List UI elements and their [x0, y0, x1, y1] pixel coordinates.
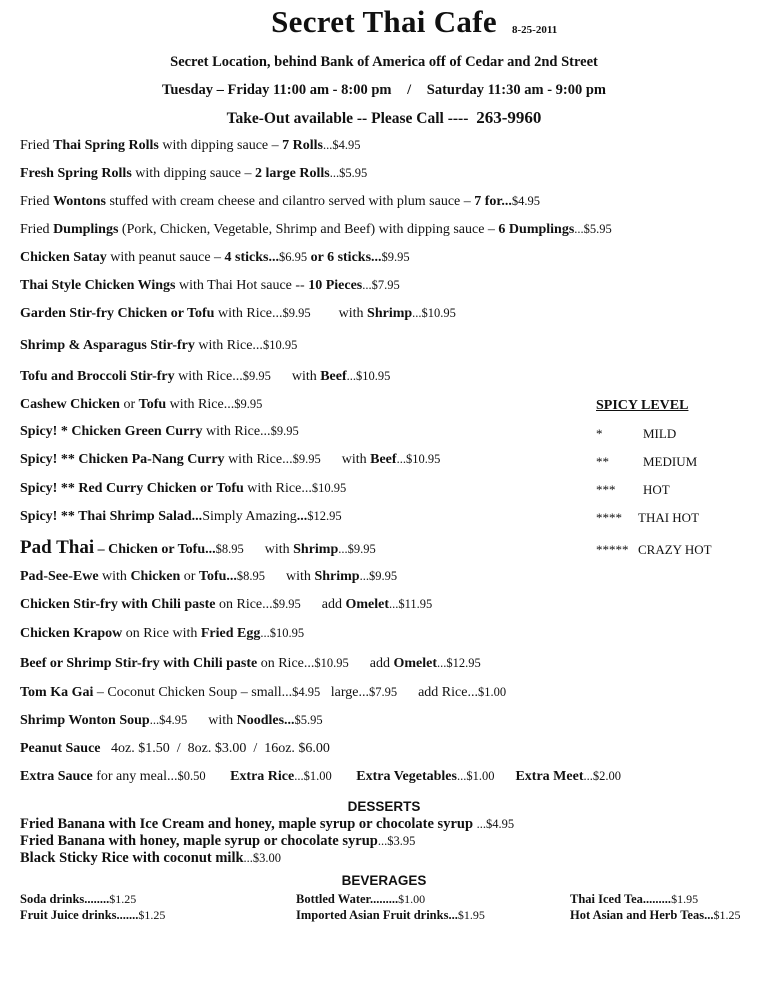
menu-item-price: ...$4.95 [323, 138, 361, 152]
menu-item-text: Spicy! ** Red Curry Chicken or Tofu [20, 481, 244, 496]
menu-item-text: or [180, 569, 199, 584]
menu-item [20, 338, 297, 354]
beverage-item [570, 892, 698, 907]
menu-item-price: ...$1.00 [456, 769, 495, 783]
menu-item-price: $9.95 [270, 424, 299, 438]
menu-item-text: with [270, 369, 321, 384]
menu-item-price: ...$10.95 [260, 626, 305, 640]
menu-item [20, 685, 506, 701]
menu-item-text: on Rice... [257, 656, 315, 671]
menu-item-price: ...$10.95 [412, 306, 456, 320]
hours-separator: / [407, 82, 412, 98]
menu-item [20, 138, 361, 154]
menu-item-text: Fried [20, 194, 54, 209]
menu-item-text: with Rice... [243, 481, 312, 496]
phone-number: 263-9960 [476, 108, 542, 127]
menu-item [20, 452, 440, 468]
menu-item-price: ...$1.00 [294, 769, 332, 783]
menu-item-text: with Thai Hot sauce -- [175, 278, 309, 293]
menu-item-text: Extra Rice [230, 769, 295, 784]
menu-item-text: on Rice... [215, 597, 273, 612]
menu-item-price: ...$10.95 [346, 369, 391, 383]
menu-item-price: $9.95 [381, 250, 410, 264]
beverage-name: Fruit Juice drinks....... [20, 908, 139, 922]
menu-item-price: $10.95 [314, 656, 349, 670]
menu-item [20, 769, 621, 785]
menu-item-text: 10 Pieces [308, 278, 363, 293]
menu-item-text: Chicken Stir-fry with Chili paste [20, 597, 216, 612]
menu-item-text: with dipping sauce – [131, 166, 256, 181]
menu-item-text: Chicken Satay [20, 250, 107, 265]
menu-item [20, 509, 342, 525]
menu-item-text: Shrimp [293, 542, 339, 557]
menu-item-text: Fried [20, 222, 54, 237]
spicy-level-name: MEDIUM [643, 454, 698, 469]
menu-item-text: – Coconut Chicken Soup – small... [93, 685, 293, 700]
beverage-item [296, 908, 485, 923]
menu-item-text: Thai Spring Rolls [53, 138, 159, 153]
hours-line [0, 82, 768, 99]
menu-item-text: with [187, 713, 237, 728]
menu-item-price: $1.00 [477, 685, 507, 699]
menu-item-text: Spicy! * Chicken Green Curry [20, 424, 203, 439]
dessert-price: ...$4.95 [476, 817, 515, 831]
menu-item [20, 569, 397, 585]
menu-item-text: add Rice... [397, 685, 478, 700]
menu-item-text: with Rice... [174, 369, 243, 384]
menu-item-price: $8.95 [215, 542, 244, 556]
dessert-price: ...$3.00 [243, 851, 282, 865]
menu-item-price: $7.95 [368, 685, 398, 699]
menu-item-price: ...$9.95 [338, 542, 376, 556]
menu-item-text: for any meal... [92, 769, 178, 784]
menu-item-text: Omelet [393, 656, 437, 671]
spicy-level-stars: ***** [596, 542, 629, 557]
dessert-name: Fried Banana with Ice Cream and honey, maple syrup or chocolate syrup [20, 816, 477, 832]
spicy-level-name: CRAZY HOT [638, 542, 712, 557]
menu-item [20, 424, 299, 440]
menu-item-text: Extra Vegetables [356, 769, 457, 784]
menu-item-text: with peanut sauce – [106, 250, 225, 265]
menu-item-text: Spicy! ** Chicken Pa-Nang Curry [20, 452, 225, 467]
menu-item-price: $0.50 [177, 769, 206, 783]
menu-item-text: Wontons [53, 194, 106, 209]
menu-item-price: ...$11.95 [389, 597, 433, 611]
beverage-price: $1.25 [109, 892, 137, 906]
menu-item-price: $8.95 [236, 569, 266, 583]
menu-item-text: with dipping sauce – [158, 138, 283, 153]
menu-item-text: Fresh Spring Rolls [20, 166, 132, 181]
menu-item-text: Beef [320, 369, 347, 384]
menu-item-text: Thai Style Chicken Wings [20, 278, 176, 293]
spicy-level-name: THAI HOT [638, 510, 700, 525]
menu-item-text: 7 Rolls [282, 138, 323, 153]
menu-item-text: 6 Dumplings [498, 222, 575, 237]
beverage-price: $1.95 [457, 908, 485, 922]
menu-item-text: 4 sticks... [224, 250, 279, 265]
menu-item [20, 369, 390, 385]
dessert-item [20, 850, 281, 867]
menu-item [20, 537, 376, 559]
beverages-title: BEVERAGES [341, 873, 427, 888]
title-row [0, 4, 768, 40]
menu-item-price: $4.95 [511, 194, 540, 208]
menu-item [20, 626, 304, 642]
menu-item-text: Tofu... [198, 569, 237, 584]
menu-item-price: ...$10.95 [396, 452, 441, 466]
menu-item-price: ...$7.95 [362, 278, 400, 292]
menu-item-text: Shrimp & Asparagus Stir-fry [20, 338, 195, 353]
menu-item-text: Noodles... [236, 713, 295, 728]
menu-item-text: with [243, 542, 294, 557]
desserts-title: DESSERTS [347, 799, 421, 814]
menu-item [20, 166, 367, 182]
menu-item-price: ...$12.95 [437, 656, 481, 670]
menu-item-text: with Rice... [214, 306, 283, 321]
menu-item-text: ... [296, 509, 308, 524]
menu-item-text: with [310, 306, 368, 321]
menu-item [20, 250, 410, 266]
menu-item-text: 7 for... [474, 194, 512, 209]
beverage-item [20, 892, 136, 907]
hours-saturday: Saturday 11:30 am - 9:00 pm [426, 82, 606, 98]
menu-item-price: $6.95 [278, 250, 308, 264]
menu-item-text: Pad Thai [20, 537, 95, 558]
takeout-text: Take-Out available -- Please Call ---- [226, 110, 469, 127]
menu-item [20, 656, 481, 672]
menu-item [20, 194, 540, 210]
menu-item-text: Tom Ka Gai [20, 685, 94, 700]
menu-item [20, 481, 346, 497]
menu-item-price: $10.95 [262, 338, 298, 352]
beverage-price: $1.25 [713, 908, 741, 922]
menu-item-text: Fried Egg [200, 626, 261, 641]
menu-item-text: Dumplings [53, 222, 119, 237]
menu-item-text [494, 769, 515, 784]
menu-item-text: Spicy! ** Thai Shrimp Salad... [20, 509, 203, 524]
beverage-item [20, 908, 165, 923]
menu-item-text: with Rice... [194, 338, 263, 353]
beverage-name: Hot Asian and Herb Teas... [570, 908, 714, 922]
menu-item [20, 306, 456, 322]
menu-item-price: $5.95 [294, 713, 323, 727]
menu-item-text: on Rice with [122, 626, 201, 641]
menu-item-price: $12.95 [307, 509, 342, 523]
dessert-price: ...$3.95 [377, 834, 416, 848]
menu-item-text: with [320, 452, 371, 467]
menu-item-price: ...$2.00 [583, 769, 621, 783]
menu-item-price: $9.95 [282, 306, 311, 320]
menu-item-text: Peanut Sauce [20, 741, 101, 756]
menu-item-text: Tofu [138, 397, 167, 412]
menu-item [20, 713, 323, 729]
menu-item-text: Omelet [345, 597, 390, 612]
beverage-item [296, 892, 425, 907]
beverage-price: $1.95 [671, 892, 699, 906]
spicy-level-title: SPICY LEVEL [596, 398, 689, 413]
beverage-price: $1.25 [138, 908, 166, 922]
menu-item-text: 4oz. $1.50 / 8oz. $3.00 / 16oz. $6.00 [100, 741, 330, 756]
menu-item-price: $9.95 [272, 597, 301, 611]
menu-item-text: Beef [370, 452, 397, 467]
menu-item-text: Shrimp Wonton Soup [20, 713, 150, 728]
dessert-name: Black Sticky Rice with coconut milk [20, 850, 244, 866]
menu-item [20, 278, 400, 294]
menu-item-text [206, 769, 231, 784]
spicy-level-name: MILD [643, 426, 677, 441]
menu-item-price: $9.95 [242, 369, 271, 383]
menu-item-text: with Rice... [224, 452, 293, 467]
menu-item-text: with [265, 569, 315, 584]
beverage-price: $1.00 [398, 892, 426, 906]
dessert-item [20, 833, 415, 850]
menu-item-text: Beef or Shrimp Stir-fry with Chili paste [20, 656, 258, 671]
menu-item-text: Garden Stir-fry Chicken or Tofu [20, 306, 215, 321]
beverage-name: Soda drinks........ [20, 892, 110, 906]
menu-item-text: stuffed with cream cheese and cilantro served with plum sauce – [105, 194, 475, 209]
menu-item-text: Pad-See-Ewe [20, 569, 99, 584]
menu-item-text: – Chicken or Tofu... [94, 542, 216, 557]
menu-item-text: Shrimp [314, 569, 360, 584]
menu-item [20, 222, 612, 238]
menu-item-text: add [300, 597, 346, 612]
menu-item-text: Extra Sauce [20, 769, 93, 784]
takeout-line [0, 108, 768, 128]
menu-item-price: ...$4.95 [149, 713, 188, 727]
hours-weekday: Tuesday – Friday 11:00 am - 8:00 pm [162, 82, 392, 98]
menu-item-price: $4.95 [292, 685, 321, 699]
menu-item-price: $10.95 [311, 481, 347, 495]
menu-item-text: (Pork, Chicken, Vegetable, Shrimp and Beef) with dipping sauce – [118, 222, 499, 237]
menu-item-text: or [119, 397, 139, 412]
menu-item [20, 397, 262, 413]
menu-item-text: or 6 sticks... [307, 250, 382, 265]
menu-item-price: ...$5.95 [329, 166, 368, 180]
beverage-name: Thai Iced Tea......... [570, 892, 672, 906]
spicy-level-stars: * [596, 426, 603, 441]
menu-item-text: Simply Amazing [202, 509, 297, 524]
page-title: Secret Thai Cafe [271, 4, 497, 39]
menu-item-text: Cashew Chicken [20, 397, 120, 412]
menu-item-text: add [348, 656, 394, 671]
dessert-item [20, 816, 514, 833]
menu-item-text: Chicken Krapow [20, 626, 123, 641]
spicy-level-stars: ** [596, 454, 609, 469]
spicy-level-stars: *** [596, 482, 616, 497]
dessert-name: Fried Banana with honey, maple syrup or chocolate syrup [20, 833, 378, 849]
menu-item-text [332, 769, 357, 784]
menu-item-text: Extra Meet [515, 769, 584, 784]
menu-item-price: ...$5.95 [574, 222, 612, 236]
menu-item-price: ...$9.95 [359, 569, 398, 583]
menu-item-price: $9.95 [234, 397, 263, 411]
menu-item-text: Chicken [130, 569, 181, 584]
menu-item [20, 741, 330, 757]
beverage-item [570, 908, 740, 923]
menu-item-text: with Rice... [202, 424, 271, 439]
location-line: Secret Location, behind Bank of America off of Cedar and 2nd Street [170, 54, 598, 70]
menu-item [20, 597, 432, 613]
menu-item-text: Tofu and Broccoli Stir-fry [20, 369, 175, 384]
menu-item-text: Fried [20, 138, 54, 153]
menu-item-text: with Rice... [166, 397, 235, 412]
menu-date: 8-25-2011 [512, 24, 558, 36]
spicy-level-name: HOT [643, 482, 670, 497]
menu-item-price: $9.95 [292, 452, 321, 466]
menu-item-text: with [98, 569, 131, 584]
spicy-level-stars: **** [596, 510, 622, 525]
beverage-name: Bottled Water......... [296, 892, 399, 906]
menu-item-text: Shrimp [367, 306, 413, 321]
menu-item-text: large... [320, 685, 369, 700]
beverage-name: Imported Asian Fruit drinks... [296, 908, 458, 922]
menu-item-text: 2 large Rolls [255, 166, 330, 181]
